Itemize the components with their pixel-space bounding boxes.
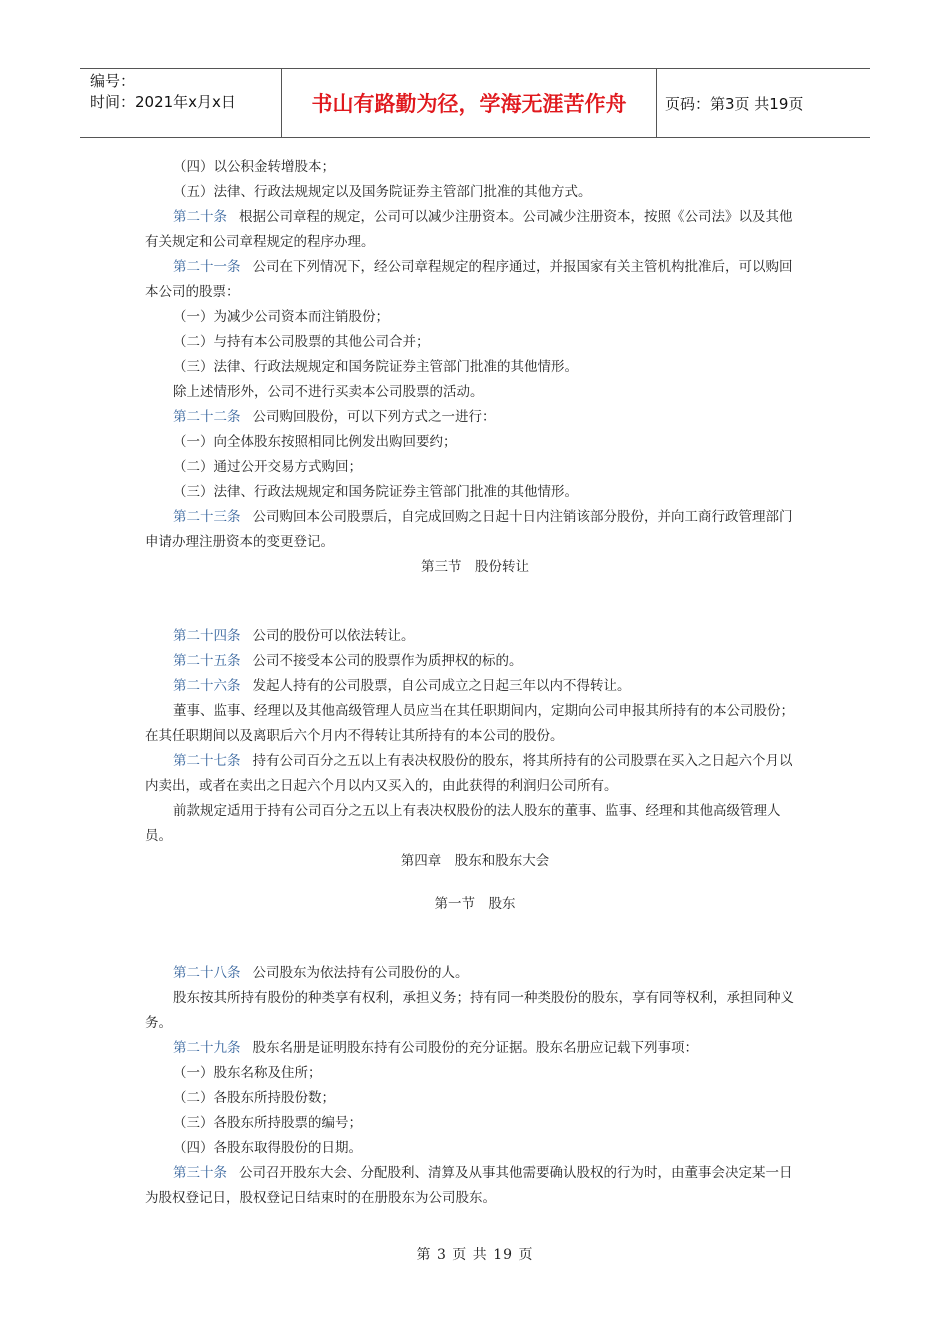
paragraph: 除上述情形外，公司不进行买卖本公司股票的活动。 (173, 384, 484, 400)
article-number: 第二十条 (173, 209, 227, 225)
article-paragraph: 第三十条 公司召开股东大会、分配股利、清算及从事其他需要确认股权的行为时，由董事会决定某一日为股权登记日，股权登记日结束时的在册股东为公司股东。 (145, 1165, 793, 1206)
article-number: 第二十二条 (173, 409, 241, 425)
article-paragraph: 第二十八条 公司股东为依法持有公司股份的人。 (173, 965, 469, 981)
document-body (145, 155, 805, 1211)
page-header (80, 68, 870, 138)
article-number: 第二十一条 (173, 259, 241, 275)
list-item: （一）股东名称及住所； (173, 1065, 322, 1081)
paragraph: 前款规定适用于持有公司百分之五以上有表决权股份的法人股东的董事、监事、经理和其他高级管理人员。 (145, 803, 781, 844)
chapter-heading: 第四章 股东和股东大会 (400, 853, 550, 869)
paragraph: （四）以公积金转增股本； (173, 159, 335, 175)
document-time-label: 时间：2021年x月x日 (90, 93, 236, 111)
header-meta (80, 69, 282, 137)
article-number: 第二十九条 (173, 1040, 241, 1056)
list-item: （二）与持有本公司股票的其他公司合并； (173, 334, 430, 350)
article-number: 第二十五条 (173, 653, 241, 669)
article-paragraph: 第二十条 根据公司章程的规定，公司可以减少注册资本。公司减少注册资本，按照《公司法》以及其他有关规定和公司章程规定的程序办理。 (145, 209, 793, 250)
article-number: 第二十三条 (173, 509, 241, 525)
header-motto: 书山有路勤为径，学海无涯苦作舟 (282, 69, 657, 137)
article-number: 第三十条 (173, 1165, 227, 1181)
document-number-label: 编号： (90, 72, 136, 90)
article-number: 第二十六条 (173, 678, 241, 694)
article-paragraph: 第二十二条 公司购回股份，可以下列方式之一进行： (173, 409, 496, 425)
list-item: （三）法律、行政法规规定和国务院证券主管部门批准的其他情形。 (173, 359, 578, 375)
article-paragraph: 第二十一条 公司在下列情况下，经公司章程规定的程序通过，并报国家有关主管机构批准后，可以购回本公司的股票： (145, 259, 793, 300)
list-item: （二）各股东所持股份数； (173, 1090, 335, 1106)
article-paragraph: 第二十九条 股东名册是证明股东持有公司股份的充分证据。股东名册应记载下列事项： (173, 1040, 698, 1056)
paragraph: 董事、监事、经理以及其他高级管理人员应当在其任职期间内，定期向公司申报其所持有的本公司股份；在其任职期间以及离职后六个月内不得转让其所持有的本公司的股份。 (145, 703, 794, 744)
paragraph: 股东按其所持有股份的种类享有权利，承担义务；持有同一种类股份的股东，享有同等权利，承担同种义务。 (145, 990, 794, 1031)
article-paragraph: 第二十五条 公司不接受本公司的股票作为质押权的标的。 (173, 653, 523, 669)
article-paragraph: 第二十四条 公司的股份可以依法转让。 (173, 628, 415, 644)
list-item: （三）法律、行政法规规定和国务院证券主管部门批准的其他情形。 (173, 484, 578, 500)
article-paragraph: 第二十六条 发起人持有的公司股票，自公司成立之日起三年以内不得转让。 (173, 678, 631, 694)
page-footer: 第 3 页 共 19 页 (416, 1247, 534, 1263)
article-paragraph: 第二十七条 持有公司百分之五以上有表决权股份的股东，将其所持有的公司股票在买入之日起六个月以内卖出，或者在卖出之日起六个月以内又买入的，由此获得的利润归公司所有。 (145, 753, 793, 794)
header-page-code: 页码：第3页 共19页 (665, 94, 804, 113)
list-item: （三）各股东所持股票的编号； (173, 1115, 362, 1131)
article-paragraph: 第二十三条 公司购回本公司股票后，自完成回购之日起十日内注销该部分股份，并向工商行政管理部门申请办理注册资本的变更登记。 (145, 509, 793, 550)
list-item: （二）通过公开交易方式购回； (173, 459, 362, 475)
section-heading: 第一节 股东 (434, 896, 516, 912)
article-number: 第二十七条 (173, 753, 241, 769)
list-item: （一）为减少公司资本而注销股份； (173, 309, 389, 325)
article-number: 第二十四条 (173, 628, 241, 644)
list-item: （一）向全体股东按照相同比例发出购回要约； (173, 434, 457, 450)
article-number: 第二十八条 (173, 965, 241, 981)
paragraph: （五）法律、行政法规规定以及国务院证券主管部门批准的其他方式。 (173, 184, 592, 200)
list-item: （四）各股东取得股份的日期。 (173, 1140, 362, 1156)
section-heading: 第三节 股份转让 (421, 559, 529, 575)
